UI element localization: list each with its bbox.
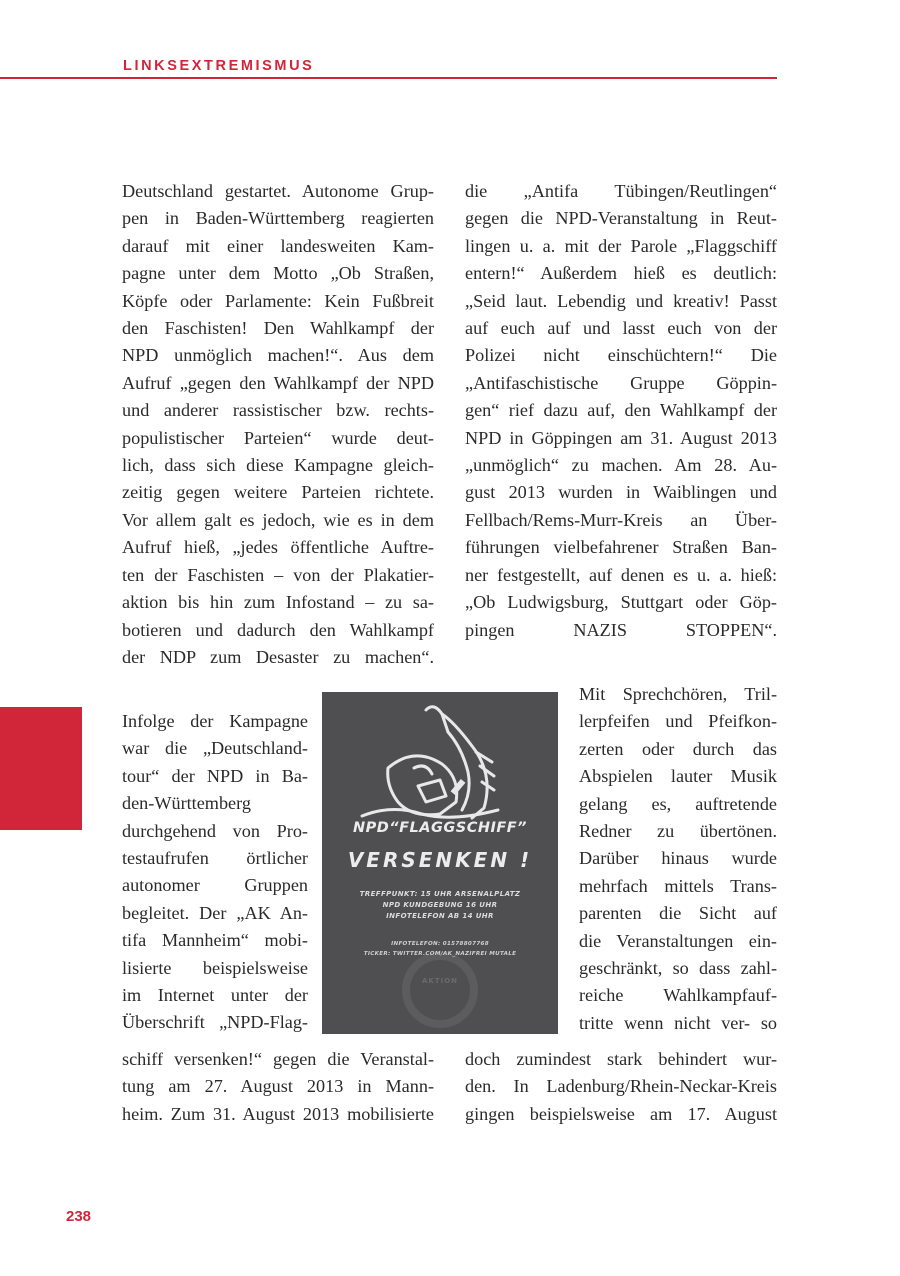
text-line: pagne unter dem Motto „Ob Straßen, — [122, 263, 434, 284]
text-line: darauf mit einer landesweiten Kam- — [122, 235, 434, 256]
text-line: führungen vielbefahrener Straßen Ban- — [465, 537, 777, 558]
chapter-tab — [0, 707, 82, 830]
text-line: Redner zu übertönen. — [579, 821, 777, 842]
text-line: pingen NAZIS STOPPEN“. — [465, 619, 777, 640]
text-line: Deutschland gestartet. Autonome Grup- — [122, 181, 434, 201]
text-line: im Internet unter der — [122, 985, 308, 1006]
text-line: testaufrufen örtlicher — [122, 848, 308, 869]
text-line: Darüber hinaus wurde — [579, 848, 777, 869]
text-line: gust 2013 wurden in Waiblingen und — [465, 482, 777, 503]
right-column-top — [465, 178, 777, 644]
text-line: botieren und dadurch den Wahlkampf — [122, 619, 434, 640]
text-line: Fellbach/Rems-Murr-Kreis an Über- — [465, 509, 777, 530]
text-line: tung am 27. August 2013 in Mann- — [122, 1076, 434, 1097]
text-line: den Faschisten! Den Wahlkampf der — [122, 318, 434, 339]
right-column-bottom — [465, 1046, 777, 1128]
campaign-poster — [322, 692, 558, 1034]
text-line: Vor allem galt es jedoch, wie es in dem — [122, 509, 434, 530]
right-column-wrap — [579, 681, 777, 1037]
text-line: „Seid laut. Lebendig und kreativ! Passt — [465, 290, 777, 311]
text-line: parenten die Sicht auf — [579, 903, 777, 924]
text-line: pen in Baden-Württemberg reagierten — [122, 208, 434, 229]
text-line: tour“ der NPD in Ba- — [122, 765, 308, 786]
left-column-top — [122, 178, 434, 671]
text-line: war die „Deutschland- — [122, 738, 308, 759]
text-line: und anderer rassistischer bzw. rechts- — [122, 400, 434, 421]
text-line: die Veranstaltungen ein- — [579, 930, 777, 951]
text-line: zerten oder durch das — [579, 738, 777, 759]
page-number: 238 — [66, 1208, 92, 1225]
text-line: lisierte beispielsweise — [122, 957, 308, 978]
text-line: „Ob Ludwigsburg, Stuttgart oder Göp- — [465, 592, 777, 613]
text-line: schiff versenken!“ gegen die Veranstal- — [122, 1049, 434, 1069]
text-line: heim. Zum 31. August 2013 mobilisierte — [122, 1103, 434, 1124]
text-line: ner festgestellt, auf denen es u. a. hieß: — [465, 564, 777, 585]
text-line: geschränkt, so dass zahl- — [579, 958, 777, 979]
text-line: zeitig gegen weitere Parteien richtete. — [122, 482, 434, 503]
text-line: Abspielen lauter Musik — [579, 766, 777, 787]
text-line: lerpfeifen und Pfeifkon- — [579, 711, 777, 732]
poster-title-line-2: VERSENKEN ! — [347, 848, 533, 872]
text-line: „Antifaschistische Gruppe Göppin- — [465, 372, 777, 393]
text-line: der NDP zum Desaster zu machen“. — [122, 646, 434, 667]
text-line: autonomer Gruppen — [122, 875, 308, 896]
text-line: den-Württemberg — [122, 793, 251, 814]
text-line: gen“ rief dazu auf, den Wahlkampf der — [465, 400, 777, 421]
poster-contact-line-2: TICKER: TWITTER.COM/AK_NAZIFREI MUTALE — [363, 951, 517, 957]
text-line: gelang es, auftretende — [579, 793, 777, 814]
left-column-wrap — [122, 708, 308, 1037]
text-line: gegen die NPD-Veranstaltung in Reut- — [465, 208, 777, 229]
text-line: Mit Sprechchören, Tril- — [579, 684, 777, 704]
left-column-bottom — [122, 1046, 434, 1128]
text-line: tifa Mannheim“ mobi- — [122, 930, 308, 951]
text-line: lich, dass sich diese Kampagne gleich- — [122, 455, 434, 476]
text-line: NPD unmöglich machen!“. Aus dem — [122, 345, 434, 366]
text-line: durchgehend von Pro- — [122, 820, 308, 841]
text-line: entern!“ Außerdem hieß es deutlich: — [465, 263, 777, 284]
text-line: die „Antifa Tübingen/Reutlingen“ — [465, 181, 777, 201]
text-line: populistischer Parteien“ wurde deut- — [122, 427, 434, 448]
poster-info-line-3: INFOTELEFON AB 14 UHR — [386, 912, 494, 920]
text-line: Köpfe oder Parlamente: Kein Fußbreit — [122, 290, 434, 311]
text-line: reiche Wahlkampfauf- — [579, 985, 777, 1006]
section-title: LINKSEXTREMISMUS — [123, 58, 315, 74]
text-line: aktion bis hin zum Infostand – zu sa- — [122, 592, 434, 613]
header-rule — [0, 77, 777, 79]
text-line: Aufruf hieß, „jedes öffentliche Auftre- — [122, 537, 434, 558]
text-line: begleitet. Der „AK An- — [122, 902, 308, 923]
text-line: den. In Ladenburg/Rhein-Neckar-Kreis — [465, 1076, 777, 1097]
text-line: „unmöglich“ zu machen. Am 28. Au- — [465, 455, 777, 476]
text-line: doch zumindest stark behindert wur- — [465, 1049, 777, 1069]
text-line: Polizei nicht einschüchtern!“ Die — [465, 345, 777, 366]
poster-title-line-1: NPD“FLAGGSCHIFF” — [352, 820, 528, 836]
poster-contact-line-1: INFOTELEFON: 01578807768 — [391, 941, 489, 947]
text-line: auf euch auf und lasst euch von der — [465, 318, 777, 339]
text-line: NPD in Göppingen am 31. August 2013 — [465, 427, 777, 448]
text-line: Aufruf „gegen den Wahlkampf der NPD — [122, 372, 434, 393]
text-line: Überschrift „NPD-Flag- — [122, 1012, 308, 1033]
text-line: tritte wenn nicht ver- so — [579, 1012, 777, 1033]
text-line: gingen beispielsweise am 17. August — [465, 1103, 777, 1124]
poster-info-line-1: TREFFPUNKT: 15 UHR ARSENALPLATZ — [359, 890, 521, 898]
text-line: mehrfach mittels Trans- — [579, 875, 777, 896]
text-line: ten der Faschisten – von der Plakatier- — [122, 564, 434, 585]
text-line: Infolge der Kampagne — [122, 711, 308, 731]
poster-info-line-2: NPD KUNDGEBUNG 16 UHR — [382, 901, 498, 909]
poster-footer-text: AKTION — [421, 977, 459, 985]
text-line: lingen u. a. mit der Parole „Flaggschiff — [465, 235, 777, 256]
